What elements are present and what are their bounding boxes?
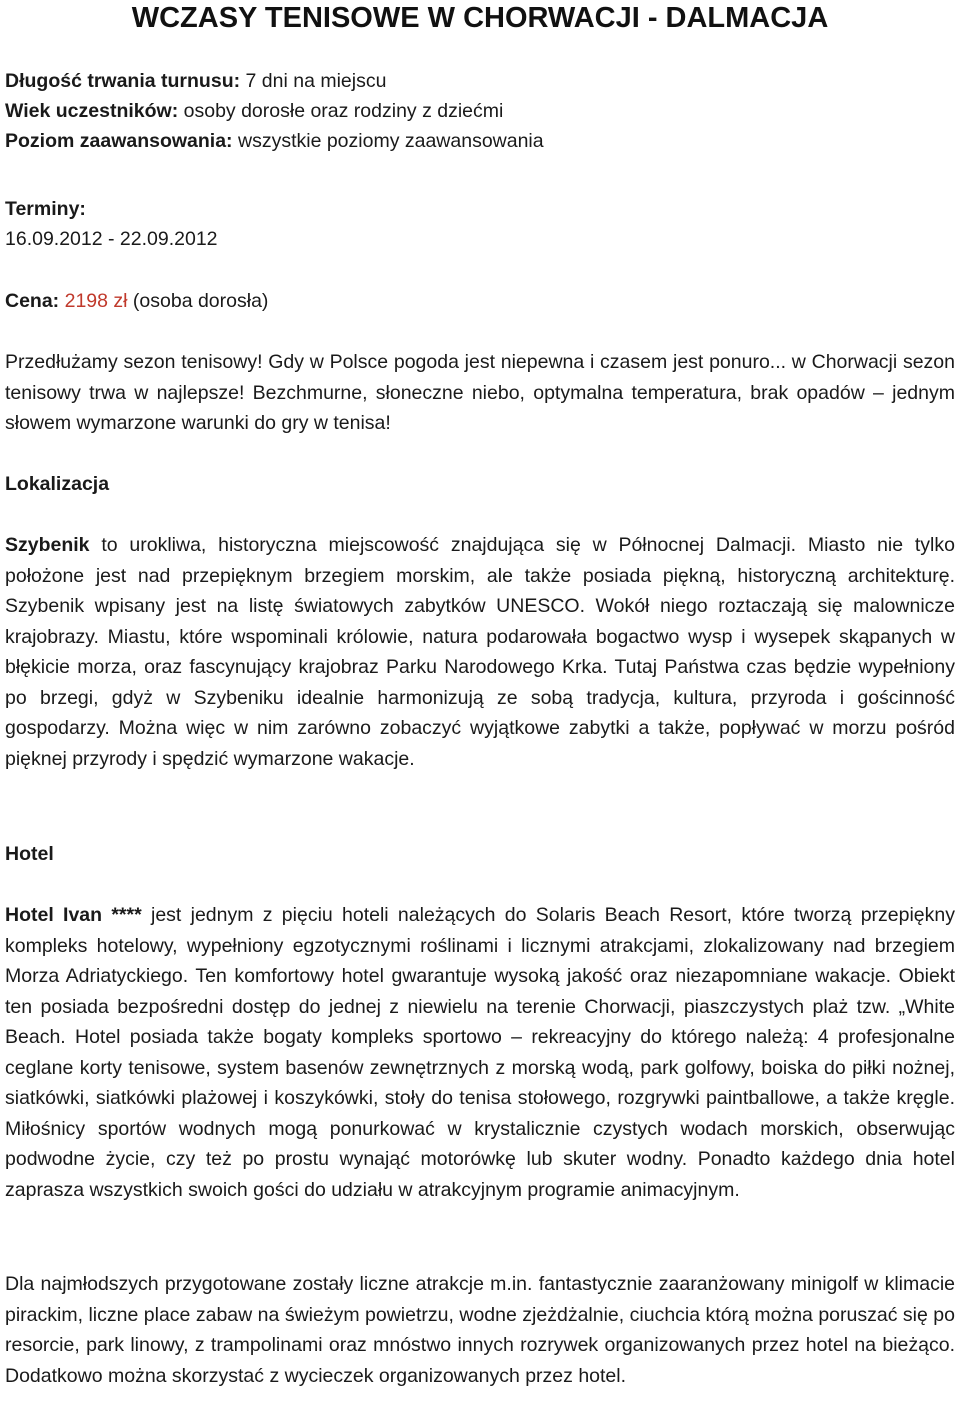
kids-paragraph: Dla najmłodszych przygotowane zostały liczne atrakcje m.in. fantastycznie zaaranżowany minigolf w klimacie pirackim, liczne place zabaw na świeżym powietrzu, wodne zjeżdżalnie, ciuchcia którą można poruszać się po resorcie, park linowy, z trampolinami oraz mnóstwo innych rozrywek organizowanych przez hotel na bieżąco. Dodatkowo można skorzystać z wycieczek organizowanych przez hotel.	[5, 1273, 955, 1387]
document-page	[5, 0, 955, 1387]
age-label: Wiek uczestników:	[5, 100, 179, 122]
location-paragraph	[5, 530, 955, 774]
age-value: osoby dorosłe oraz rodziny z dziećmi	[183, 100, 504, 122]
hotel-lead: Hotel Ivan ****	[5, 904, 142, 926]
location-heading: Lokalizacja	[5, 473, 110, 495]
level-value: wszystkie poziomy zaawansowania	[237, 130, 544, 152]
terms-value: 16.09.2012 - 22.09.2012	[5, 228, 218, 250]
price-note: (osoba dorosła)	[132, 290, 269, 312]
hotel-paragraph	[5, 900, 955, 1205]
intro-paragraph: Przedłużamy sezon tenisowy! Gdy w Polsce pogoda jest niepewna i czasem jest ponuro... w Chorwacji sezon tenisowy trwa w najlepsze! Bezchmurne, słoneczne niebo, optymalna temperatura, brak opadów – jednym słowem wymarzone warunki do gry w tenisa!	[5, 351, 955, 434]
price-row	[5, 286, 268, 316]
duration-label: Długość trwania turnusu:	[5, 70, 241, 92]
price-amount: 2198 zł	[64, 290, 128, 312]
level-row	[5, 126, 544, 156]
price-label: Cena:	[5, 290, 60, 312]
terms-label: Terminy:	[5, 198, 86, 220]
level-label: Poziom zaawansowania:	[5, 130, 233, 152]
age-row	[5, 96, 544, 126]
duration-row	[5, 66, 544, 96]
hotel-heading: Hotel	[5, 843, 54, 865]
trip-details	[5, 66, 544, 156]
hotel-text: jest jednym z pięciu hoteli należących do Solaris Beach Resort, które tworzą przepiękny kompleks hotelowy, wypełniony egzotycznymi roślinami i licznymi atrakcjami, zlokalizowany nad brzegiem Morza Adriatyckiego. Ten komfortowy hotel gwarantuje wysoką jakość oraz niezapomniane wakacje. Obiekt ten posiada bezpośredni dostęp do jednej z niewielu na terenie Chorwacji, piaszczystych plaż tzw. „White Beach. Hotel posiada także bogaty kompleks sportowo – rekreacyjny do którego należą: 4 profesjonalne ceglane korty tenisowe, system basenów zewnętrznych z morską wodą, park golfowy, boiska do piłki nożnej, siatkówki, siatkówki plażowej i koszykówki, stoły do tenisa stołowego, rozgrywki paintballowe, a także kręgle. Miłośnicy sportów wodnych mogą ponurkować w krystalicznie czystych wodach morskich, obserwując podwodne życie, czy też po prostu wynająć motorówkę lub skuter wodny. Ponadto każdego dnia hotel zaprasza wszystkich swoich gości do udziału w atrakcyjnym programie animacyjnym.	[5, 904, 955, 1201]
terms-block	[5, 194, 218, 254]
location-text: to urokliwa, historyczna miejscowość znajdująca się w Północnej Dalmacji. Miasto nie tylko położone jest nad przepięknym brzegiem morskim, ale także posiada piękną, historyczną architekturę. Szybenik wpisany jest na listę światowych zabytków UNESCO. Wokół niego roztaczają się malownicze krajobrazy. Miastu, które wspominali królowie, natura podarowała bogactwo wysp i wysepek skąpanych w błękicie morza, oraz fascynujący krajobraz Parku Narodowego Krka. Tutaj Państwa czas będzie wypełniony po brzegi, gdyż w Szybeniku idealnie harmonizują ze sobą tradycja, kultura, przyroda i gościnność gospodarzy. Można więc w nim zarówno zobaczyć wyjątkowe zabytki a także, popływać w morzu pośród pięknej przyrody i spędzić wymarzone wakacje.	[5, 534, 955, 770]
location-lead: Szybenik	[5, 534, 90, 556]
duration-value: 7 dni na miejscu	[245, 70, 387, 92]
page-title: WCZASY TENISOWE W CHORWACJI - DALMACJA	[131, 2, 829, 34]
